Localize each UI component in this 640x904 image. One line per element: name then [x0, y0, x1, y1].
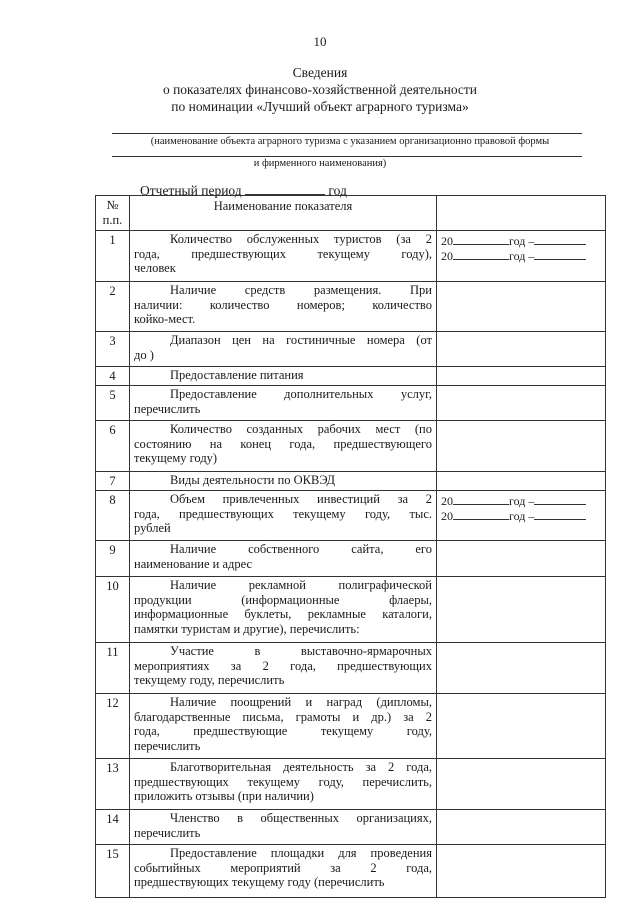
indicator-name	[130, 845, 437, 898]
indicator-line: предшествующих текущему году, перечислить,	[134, 774, 432, 789]
indicator-name	[130, 282, 437, 332]
table-header-row	[96, 196, 606, 231]
indicator-line: Наличие средств размещения. При	[170, 283, 432, 297]
year-blank[interactable]	[453, 508, 509, 520]
table-row	[96, 541, 606, 577]
indicator-line: года, предшествующих текущему году),	[134, 246, 432, 261]
indicator-line: Наличие собственного сайта, его	[170, 542, 432, 556]
indicator-value[interactable]	[437, 367, 606, 386]
name-caption-2: и фирменного наименования)	[253, 158, 387, 169]
year-entry	[441, 248, 601, 263]
indicator-value[interactable]	[437, 541, 606, 577]
indicator-line: Объем привлеченных инвестиций за 2	[170, 492, 432, 506]
header-num: № п.п.	[96, 196, 130, 231]
indicator-line: человек	[134, 261, 176, 275]
indicator-name	[130, 694, 437, 759]
indicator-line: койко-мест.	[134, 312, 196, 326]
header-name: Наименование показателя	[130, 196, 437, 231]
indicator-value[interactable]	[437, 643, 606, 694]
table-row	[96, 810, 606, 845]
table-row	[96, 421, 606, 472]
indicator-name	[130, 367, 437, 386]
indicator-line: приложить отзывы (при наличии)	[134, 789, 314, 803]
indicator-line: Предоставление площадки для проведения	[170, 846, 432, 860]
indicator-value[interactable]	[437, 491, 606, 541]
row-number: 14	[96, 810, 130, 845]
indicator-value[interactable]	[437, 282, 606, 332]
row-number: 9	[96, 541, 130, 577]
document-heading	[0, 64, 640, 115]
indicator-line: Наличие рекламной полиграфической	[170, 578, 432, 592]
indicator-line: текущему году)	[134, 451, 218, 465]
period-suffix: год	[328, 183, 347, 198]
row-number: 10	[96, 577, 130, 643]
heading-nomination: по номинации «Лучший объект аграрного туризма»	[171, 99, 469, 114]
indicator-line: Благотворительная деятельность за 2 года,	[170, 760, 432, 774]
row-number: 13	[96, 759, 130, 810]
name-caption: (наименование объекта аграрного туризма с указанием организационно правовой формы	[150, 136, 550, 147]
indicator-line: состоянию на конец года, предшествующего	[134, 436, 432, 451]
year-prefix: 20	[441, 234, 453, 248]
indicator-line: Диапазон цен на гостиничные номера (от	[170, 333, 432, 347]
indicator-line: Наличие поощрений и наград (дипломы,	[170, 695, 432, 709]
table-row	[96, 577, 606, 643]
value-blank[interactable]	[534, 233, 586, 245]
indicator-line: мероприятиях за 2 года, предшествующих	[134, 658, 432, 673]
row-number: 15	[96, 845, 130, 898]
indicator-value[interactable]	[437, 810, 606, 845]
table-row	[96, 332, 606, 367]
indicator-line: событийных мероприятий за 2 года,	[134, 860, 432, 875]
page-number: 10	[313, 34, 327, 49]
indicator-line: Предоставление питания	[170, 368, 304, 382]
table-row	[96, 231, 606, 282]
value-blank[interactable]	[534, 508, 586, 520]
row-number: 3	[96, 332, 130, 367]
year-entry	[441, 233, 601, 248]
indicator-line: года, предшествующие текущему году,	[134, 724, 432, 738]
heading-title: Сведения	[292, 65, 348, 80]
year-blank[interactable]	[453, 248, 509, 260]
table-row	[96, 386, 606, 421]
indicator-value[interactable]	[437, 694, 606, 759]
period-year-blank[interactable]	[245, 182, 325, 195]
indicator-name	[130, 810, 437, 845]
indicator-name	[130, 421, 437, 472]
row-number: 1	[96, 231, 130, 282]
indicator-value[interactable]	[437, 231, 606, 282]
indicator-line: памятки туристам и другие), перечислить:	[134, 621, 360, 636]
indicator-line: Участие в выставочно-ярмарочных	[170, 644, 432, 658]
indicator-name	[130, 643, 437, 694]
year-entry	[441, 508, 601, 523]
indicator-line: перечислить	[134, 738, 201, 753]
indicator-line: наличии: количество номеров; количество	[134, 297, 432, 312]
row-number: 12	[96, 694, 130, 759]
year-prefix: 20	[441, 249, 453, 263]
indicator-value[interactable]	[437, 472, 606, 491]
value-blank[interactable]	[534, 248, 586, 260]
row-number: 5	[96, 386, 130, 421]
indicator-line: перечислить	[134, 825, 201, 840]
table-row	[96, 759, 606, 810]
indicator-name	[130, 386, 437, 421]
indicator-name	[130, 332, 437, 367]
year-blank[interactable]	[453, 233, 509, 245]
indicator-value[interactable]	[437, 386, 606, 421]
row-number: 8	[96, 491, 130, 541]
table-row	[96, 643, 606, 694]
indicator-line: наименование и адрес	[134, 556, 253, 571]
period-label: Отчетный период	[140, 183, 242, 198]
value-blank[interactable]	[534, 493, 586, 505]
indicator-line: благодарственные письма, грамоты и др.) за 2	[134, 709, 432, 724]
row-number: 7	[96, 472, 130, 491]
row-number: 11	[96, 643, 130, 694]
heading-subtitle: о показателях финансово-хозяйственной деятельности	[162, 82, 478, 97]
indicator-name	[130, 759, 437, 810]
table-row	[96, 694, 606, 759]
indicator-name	[130, 472, 437, 491]
indicator-value[interactable]	[437, 421, 606, 472]
year-prefix: 20	[441, 509, 453, 523]
year-suffix: год –	[509, 494, 535, 508]
name-fill-line-2	[112, 156, 582, 157]
header-value	[437, 196, 606, 231]
indicator-name	[130, 541, 437, 577]
indicator-line: текущему году, перечислить	[134, 673, 285, 687]
table-row	[96, 491, 606, 541]
table-row	[96, 845, 606, 898]
indicator-value[interactable]	[437, 577, 606, 643]
row-number: 2	[96, 282, 130, 332]
name-fill-line	[112, 133, 582, 134]
indicator-line: Виды деятельности по ОКВЭД	[170, 473, 336, 487]
indicator-line: года, предшествующих текущему году, тыс.	[134, 506, 432, 521]
table-row	[96, 282, 606, 332]
indicator-value[interactable]	[437, 845, 606, 898]
year-blank[interactable]	[453, 493, 509, 505]
indicator-line: информационные буклеты, рекламные каталоги,	[134, 607, 432, 621]
indicator-name	[130, 231, 437, 282]
year-prefix: 20	[441, 494, 453, 508]
table-row	[96, 472, 606, 491]
indicator-line: Количество созданных рабочих мест (по	[170, 422, 432, 436]
indicator-name	[130, 577, 437, 643]
indicators-table	[95, 195, 606, 898]
indicator-line: перечислить	[134, 401, 201, 416]
table-row	[96, 367, 606, 386]
year-suffix: год –	[509, 509, 535, 523]
year-suffix: год –	[509, 234, 535, 248]
indicator-value[interactable]	[437, 759, 606, 810]
indicator-line: Предоставление дополнительных услуг,	[170, 387, 432, 401]
year-suffix: год –	[509, 249, 535, 263]
indicator-line: Количество обслуженных туристов (за 2	[170, 232, 432, 246]
year-entry	[441, 493, 601, 508]
indicator-value[interactable]	[437, 332, 606, 367]
indicator-line: предшествующих текущему году (перечислить	[134, 875, 385, 889]
indicator-name	[130, 491, 437, 541]
indicator-line: продукции (информационные флаеры,	[134, 592, 432, 607]
row-number: 6	[96, 421, 130, 472]
indicator-line: до )	[134, 347, 154, 362]
indicator-line: рублей	[134, 521, 171, 535]
row-number: 4	[96, 367, 130, 386]
indicator-line: Членство в общественных организациях,	[170, 811, 432, 825]
